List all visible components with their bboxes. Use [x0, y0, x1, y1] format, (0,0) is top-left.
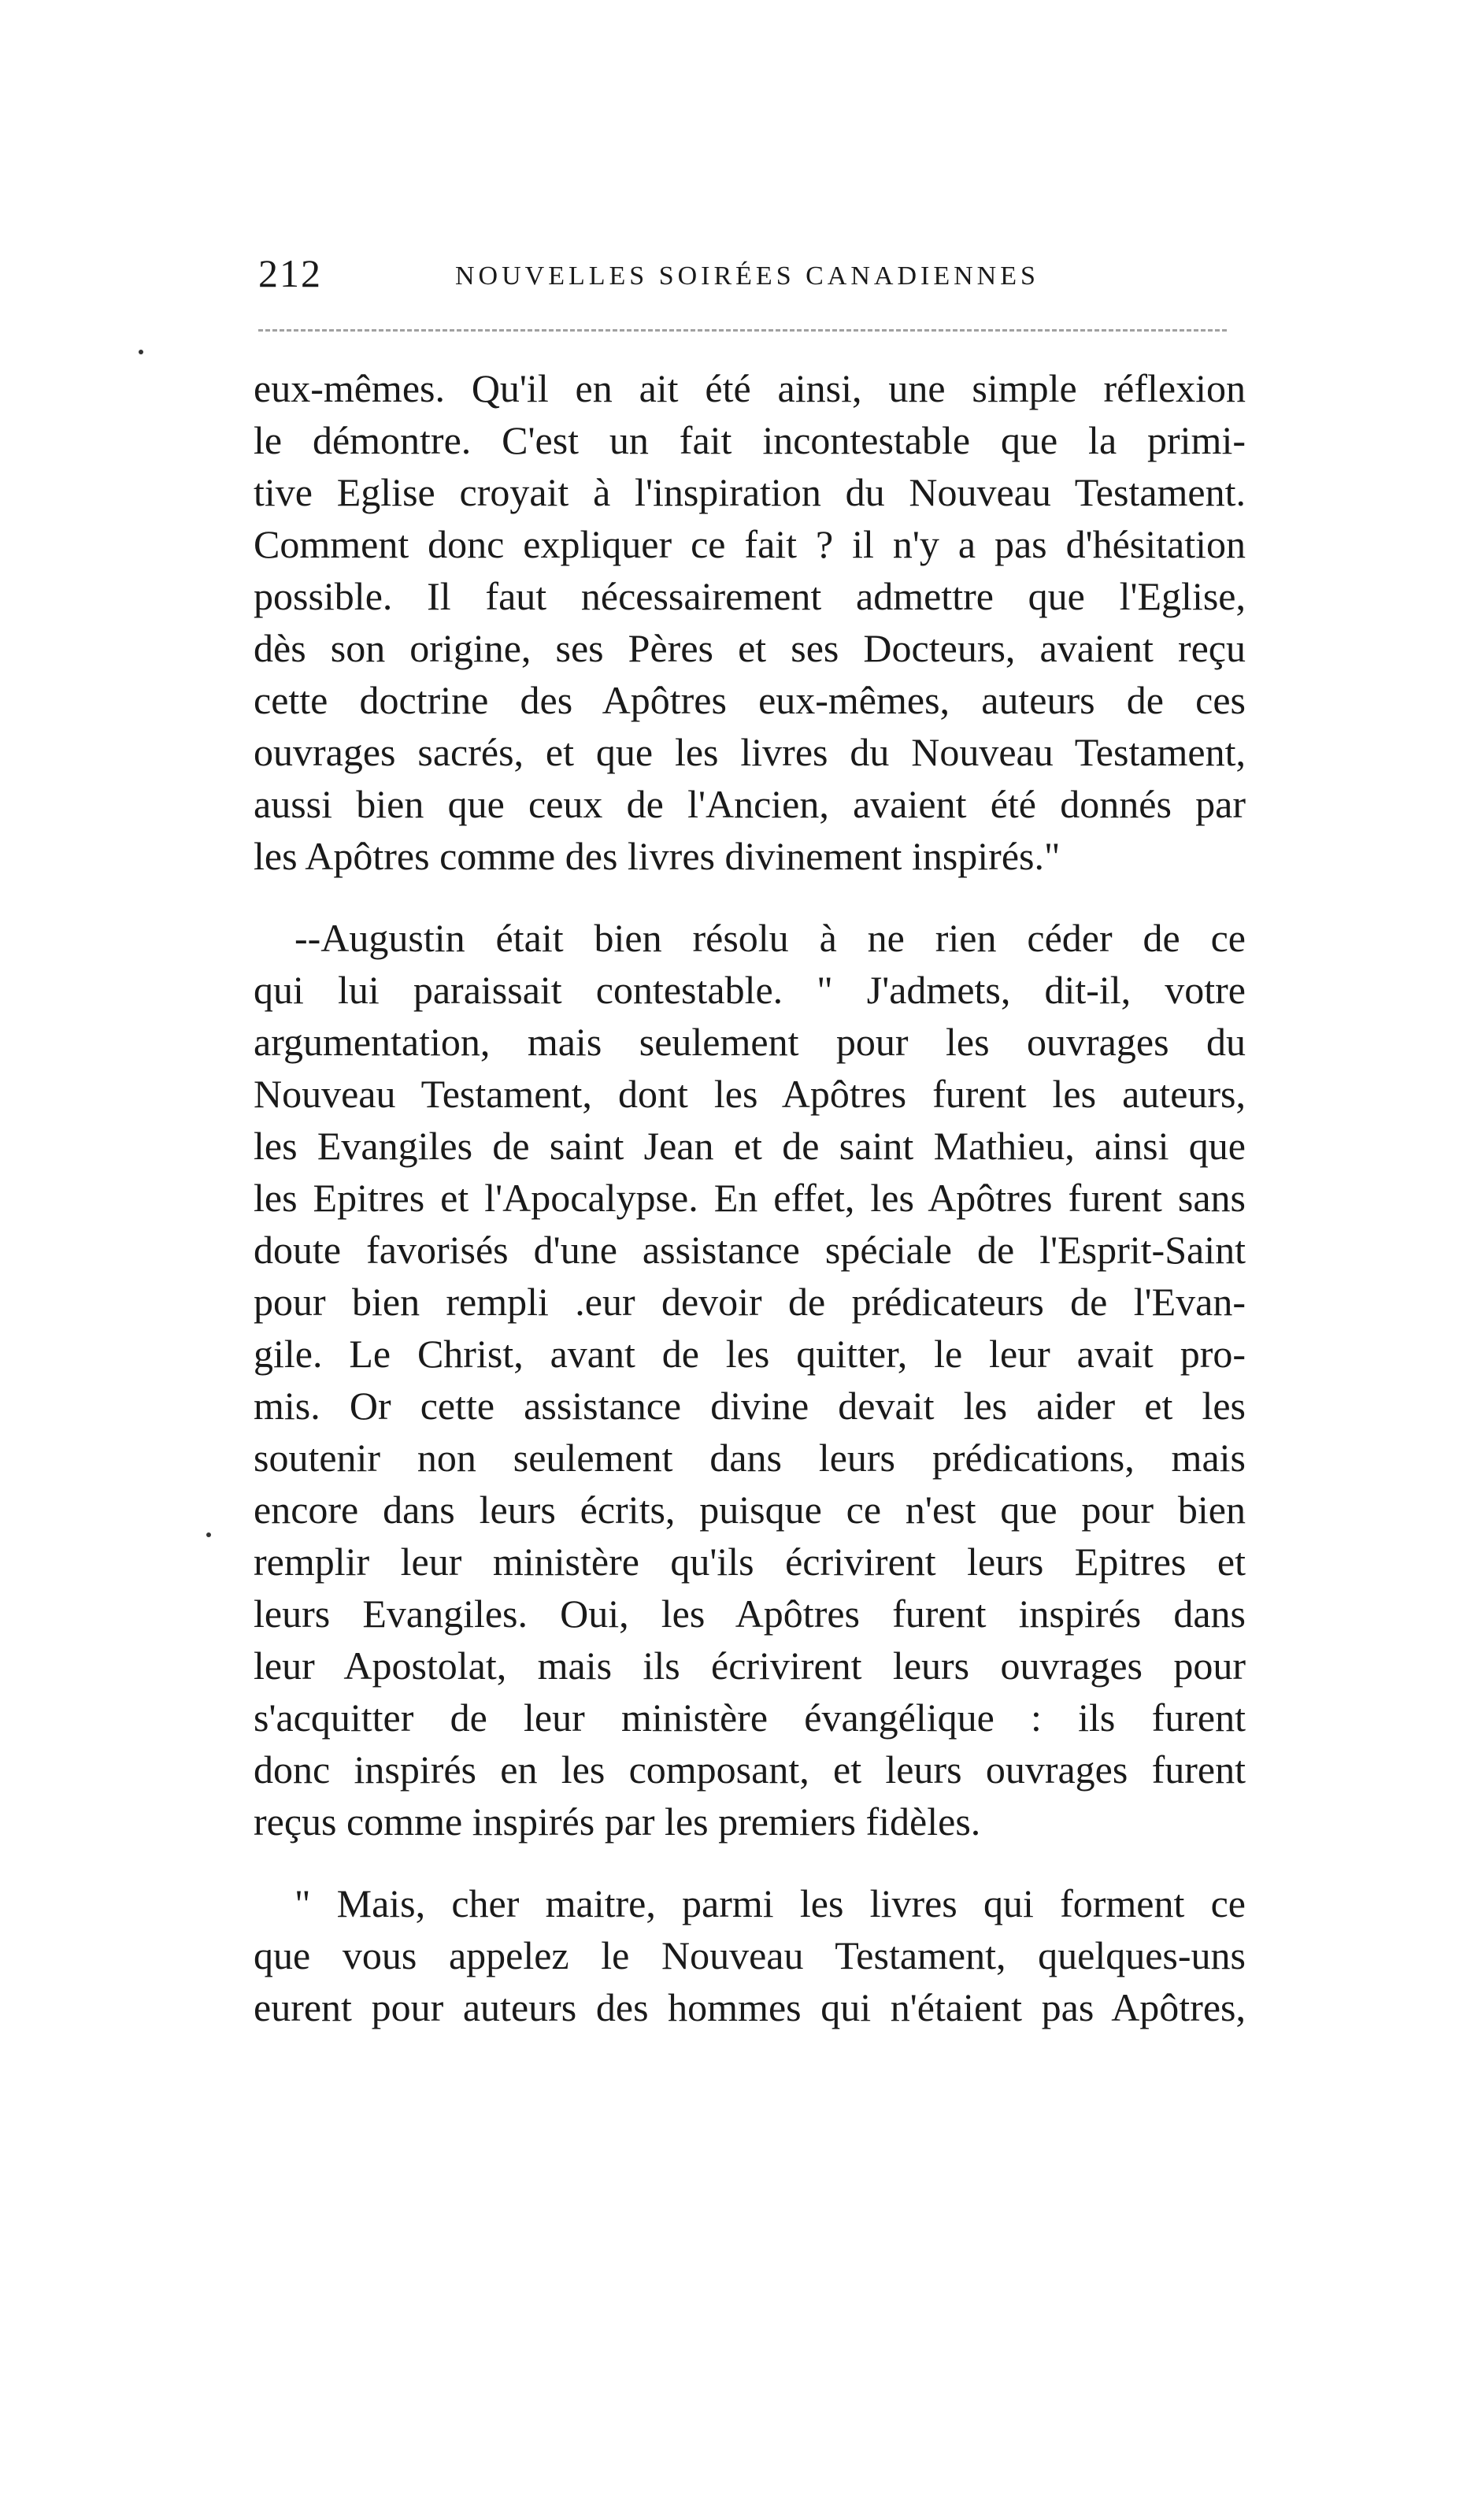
- text-line: les Apôtres comme des livres divinement inspirés.": [254, 834, 1061, 878]
- text-line: ouvrages sacrés, et que les livres du Nouveau Testament,: [254, 730, 1246, 774]
- text-line: gile. Le Christ, avant de les quitter, le leur avait pro-: [254, 1332, 1246, 1376]
- text-line: eurent pour auteurs des hommes qui n'étaient pas Apôtres,: [254, 1985, 1246, 2029]
- paragraph-gap: [254, 1847, 1246, 1877]
- text-line: encore dans leurs écrits, puisque ce n'est que pour bien: [254, 1488, 1246, 1532]
- text-line: qui lui paraissait contestable. " J'admets, dit-il, votre: [254, 968, 1246, 1012]
- text-line: argumentation, mais seulement pour les ouvrages du: [254, 1020, 1246, 1064]
- text-line: leur Apostolat, mais ils écrivirent leurs ouvrages pour: [254, 1644, 1246, 1688]
- paragraph-gap: [254, 882, 1246, 912]
- body-text: [254, 362, 1246, 2033]
- text-line: leurs Evangiles. Oui, les Apôtres furent inspirés dans: [254, 1592, 1246, 1636]
- paragraph: [254, 912, 1246, 1847]
- text-line: dès son origine, ses Pères et ses Docteurs, avaient reçu: [254, 626, 1246, 670]
- text-line: mis. Or cette assistance divine devait les aider et les: [254, 1384, 1246, 1428]
- text-line: que vous appelez le Nouveau Testament, quelques-uns: [254, 1933, 1246, 1977]
- header-rule: [258, 329, 1227, 332]
- page-number: 212: [258, 251, 322, 295]
- text-line: aussi bien que ceux de l'Ancien, avaient été donnés par: [254, 782, 1246, 826]
- paragraph: [254, 1877, 1246, 2033]
- text-line: eux-mêmes. Qu'il en ait été ainsi, une simple réflexion: [254, 366, 1246, 410]
- text-line: --Augustin était bien résolu à ne rien céder de ce: [294, 916, 1246, 960]
- text-line: remplir leur ministère qu'ils écrivirent leurs Epitres et: [254, 1540, 1246, 1584]
- text-line: le démontre. C'est un fait incontestable que la primi-: [254, 418, 1246, 462]
- text-line: soutenir non seulement dans leurs prédications, mais: [254, 1436, 1246, 1480]
- text-line: Nouveau Testament, dont les Apôtres furent les auteurs,: [254, 1072, 1246, 1116]
- text-line: reçus comme inspirés par les premiers fidèles.: [254, 1799, 981, 1844]
- text-line: s'acquitter de leur ministère évangélique : ils furent: [254, 1695, 1246, 1740]
- text-line: pour bien rempli .eur devoir de prédicateurs de l'Evan-: [254, 1280, 1246, 1324]
- text-line: doute favorisés d'une assistance spéciale de l'Esprit-Saint: [254, 1228, 1246, 1272]
- page-header: [258, 250, 1243, 298]
- ink-speck: [139, 350, 143, 354]
- running-title: NOUVELLES SOIRÉES CANADIENNES: [455, 261, 1039, 291]
- text-line: cette doctrine des Apôtres eux-mêmes, auteurs de ces: [254, 678, 1246, 722]
- text-line: les Epitres et l'Apocalypse. En effet, les Apôtres furent sans: [254, 1176, 1246, 1220]
- text-line: donc inspirés en les composant, et leurs ouvrages furent: [254, 1747, 1246, 1792]
- text-line: Comment donc expliquer ce fait ? il n'y a pas d'hésitation: [254, 522, 1246, 566]
- text-line: possible. Il faut nécessairement admettre que l'Eglise,: [254, 574, 1246, 618]
- ink-speck: [206, 1532, 211, 1537]
- paragraph: [254, 362, 1246, 882]
- text-line: les Evangiles de saint Jean et de saint Mathieu, ainsi que: [254, 1124, 1246, 1168]
- text-line: tive Eglise croyait à l'inspiration du Nouveau Testament.: [254, 470, 1246, 514]
- text-line: " Mais, cher maitre, parmi les livres qui forment ce: [294, 1881, 1246, 1925]
